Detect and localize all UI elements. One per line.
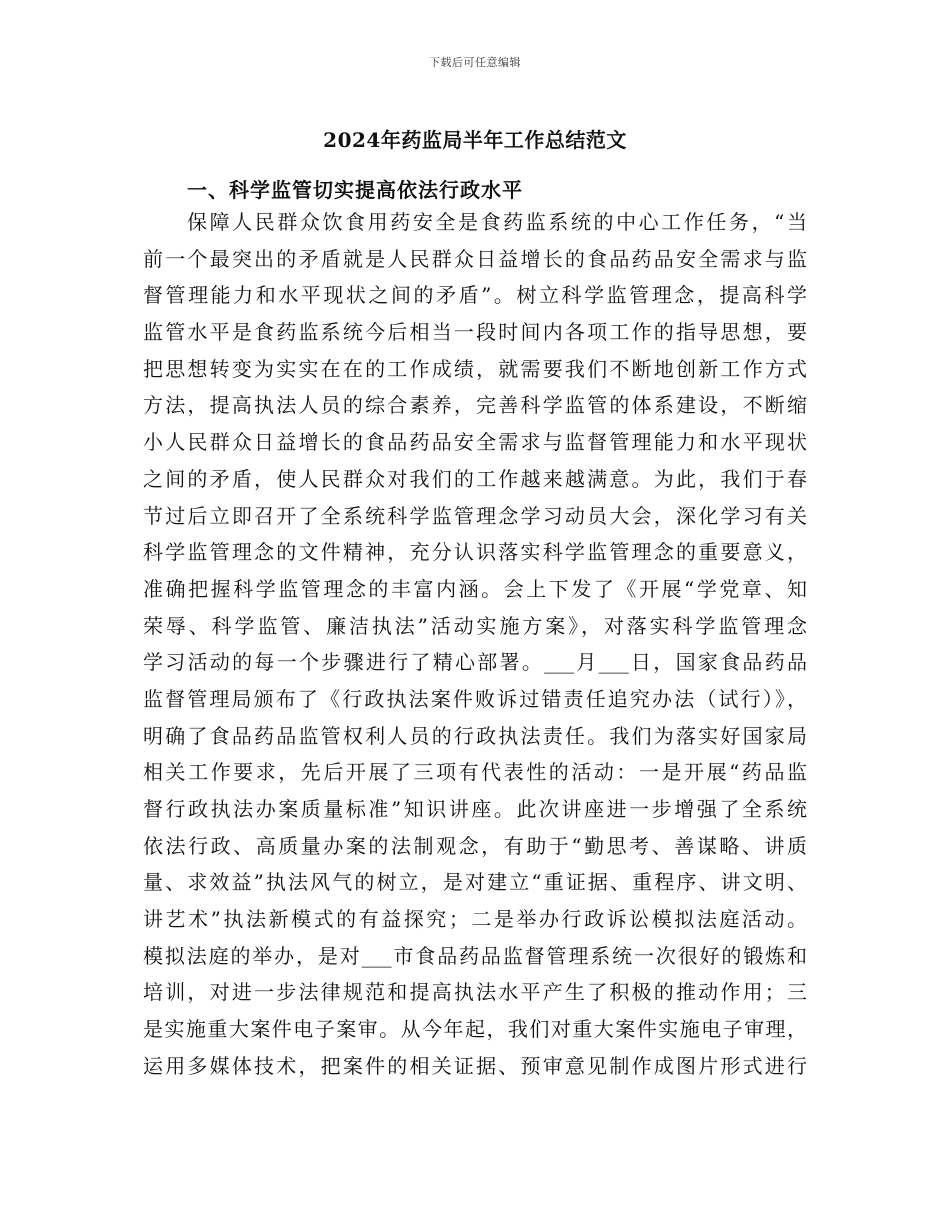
body-line: 节过后立即召开了全系统科学监管理念学习动员大会，深化学习有关 [143,503,807,528]
body-line: 学习活动的每一个步骤进行了精心部署。___月___日，国家食品药品 [143,650,807,675]
body-line: 小人民群众日益增长的食品药品安全需求与监督管理能力和水平现状 [143,430,807,455]
body-line: 保障人民群众饮食用药安全是食药监系统的中心工作任务，“当 [187,210,807,234]
body-line: 督管理能力和水平现状之间的矛盾”。树立科学监管理念，提高科学 [143,283,807,308]
body-line: 前一个最突出的矛盾就是人民群众日益增长的食品药品安全需求与监 [143,246,807,271]
body-paragraph [143,204,807,1085]
body-line: 督行政执法办案质量标准”知识讲座。此次讲座进一步增强了全系统 [143,797,807,821]
body-line: 相关工作要求，先后开展了三项有代表性的活动：一是开展“药品监 [143,760,807,785]
section-heading: 一、科学监管切实提高依法行政水平 [187,178,523,202]
document-title: 2024年药监局半年工作总结范文 [323,128,627,152]
body-line: 监督管理局颁布了《行政执法案件败诉过错责任追究办法（试行）》， [143,686,807,711]
body-line: 是实施重大案件电子案审。从今年起，我们对重大案件实施电子审理， [143,1017,807,1042]
body-line: 科学监管理念的文件精神，充分认识落实科学监管理念的重要意义， [143,540,807,565]
body-line: 荣辱、科学监管、廉洁执法”活动实施方案》，对落实科学监管理念 [143,613,807,638]
body-line: 模拟法庭的举办，是对___市食品药品监督管理系统一次很好的锻炼和 [143,943,807,968]
body-line: 培训，对进一步法律规范和提高执法水平产生了积极的推动作用；三 [143,980,807,1005]
body-line: 之间的矛盾，使人民群众对我们的工作越来越满意。为此，我们于春 [143,466,807,491]
body-line: 量、求效益”执法风气的树立，是对建立“重证据、重程序、讲文明、 [143,870,807,895]
header-note: 下载后可任意编辑 [429,56,521,69]
body-line: 明确了食品药品监管权利人员的行政执法责任。我们为落实好国家局 [143,723,807,748]
body-line: 讲艺术”执法新模式的有益探究；二是举办行政诉讼模拟法庭活动。 [143,907,807,932]
body-line: 准确把握科学监管理念的丰富内涵。会上下发了《开展“学党章、知 [143,576,807,601]
body-line: 方法，提高执法人员的综合素养，完善科学监管的体系建设，不断缩 [143,393,807,418]
body-line: 依法行政、高质量办案的法制观念，有助于“勤思考、善谋略、讲质 [143,833,807,858]
body-line: 把思想转变为实实在在的工作成绩，就需要我们不断地创新工作方式 [143,356,807,381]
body-line: 运用多媒体技术，把案件的相关证据、预审意见制作成图片形式进行 [143,1053,807,1078]
body-line: 监管水平是食药监系统今后相当一段时间内各项工作的指导思想，要 [143,320,807,345]
